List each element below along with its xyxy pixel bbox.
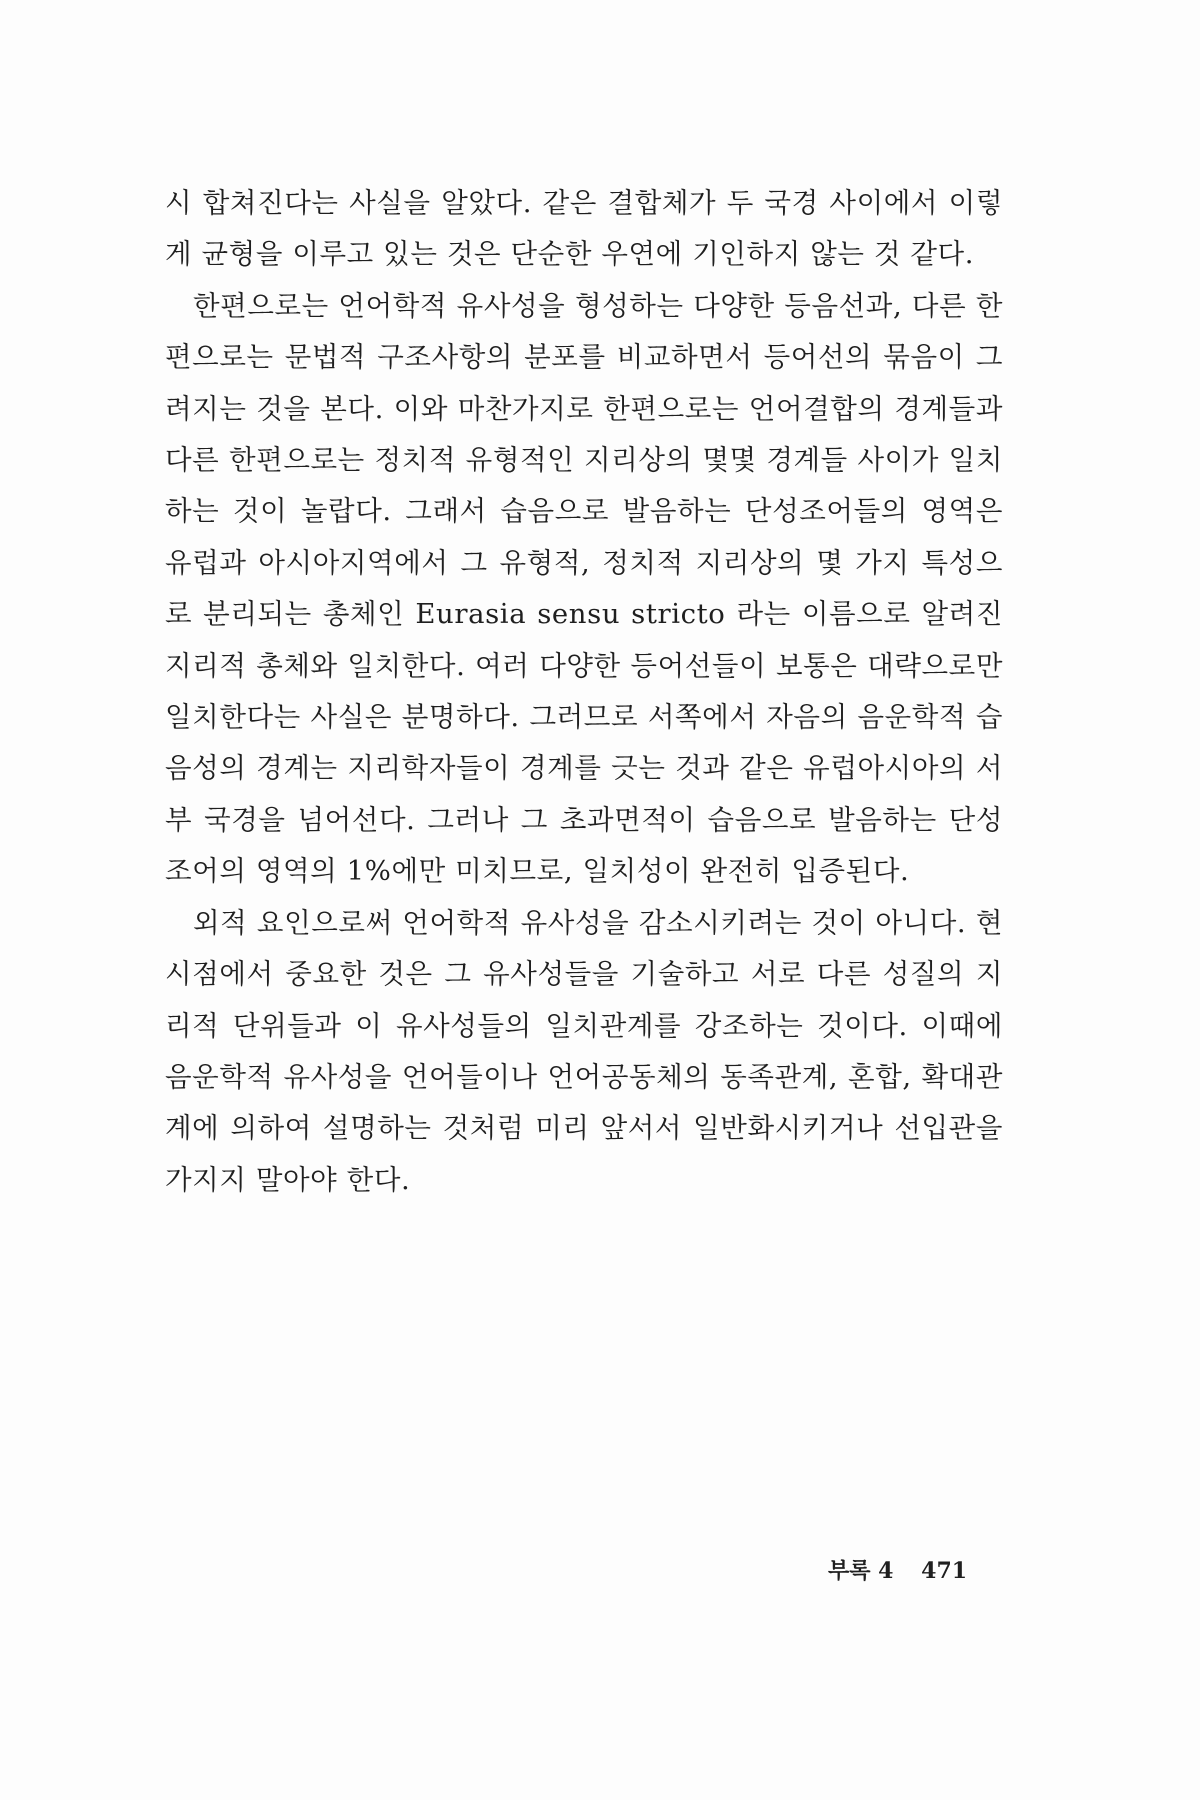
page-footer xyxy=(828,1554,1048,1590)
section-label: 부록 4 xyxy=(828,1558,894,1584)
page-number: 471 xyxy=(921,1558,968,1584)
paragraph-3: 외적 요인으로써 언어학적 유사성을 감소시키려는 것이 아니다. 현 시점에서 중요한 것은 그 유사성들을 기술하고 서로 다른 성질의 지리적 단위들과 이 유사성들의 일치관계를 강조하는 것이다. 이때에 음운학적 유사성을 언어들이나 언어공동체의 동족관계, 혼합, 확대관계에 의하여 설명하는 것처럼 미리 앞서서 일반화시키거나 선입관을 가지지 말아야 한다. xyxy=(165,906,1003,1196)
paragraph-2: 한편으로는 언어학적 유사성을 형성하는 다양한 등음선과, 다른 한편으로는 문법적 구조사항의 분포를 비교하면서 등어선의 묶음이 그려지는 것을 본다. 이와 마찬가지로 한편으로는 언어결합의 경계들과 다른 한편으로는 정치적 유형적인 지리상의 몇몇 경계들 사이가 일치하는 것이 놀랍다. 그래서 습음으로 발음하는 단성조어들의 영역은 유럽과 아시아지역에서 그 유형적, 정치적 지리상의 몇 가지 특성으로 분리되는 총체인 Eurasia sensu stricto 라는 이름으로 알려진 지리적 총체와 일치한다. 여러 다양한 등어선들이 보통은 대략으로만 일치한다는 사실은 분명하다. 그러므로 서쪽에서 자음의 음운학적 습음성의 경계는 지리학자들이 경계를 긋는 것과 같은 유럽아시아의 서부 국경을 넘어선다. 그러나 그 초과면적이 습음으로 발음하는 단성조어의 영역의 1%에만 미치므로, 일치성이 완전히 입증된다. xyxy=(165,289,1003,888)
paragraph-1: 시 합쳐진다는 사실을 알았다. 같은 결합체가 두 국경 사이에서 이렇게 균형을 이루고 있는 것은 단순한 우연에 기인하지 않는 것 같다. xyxy=(165,187,1003,271)
body-text xyxy=(165,178,1003,1206)
